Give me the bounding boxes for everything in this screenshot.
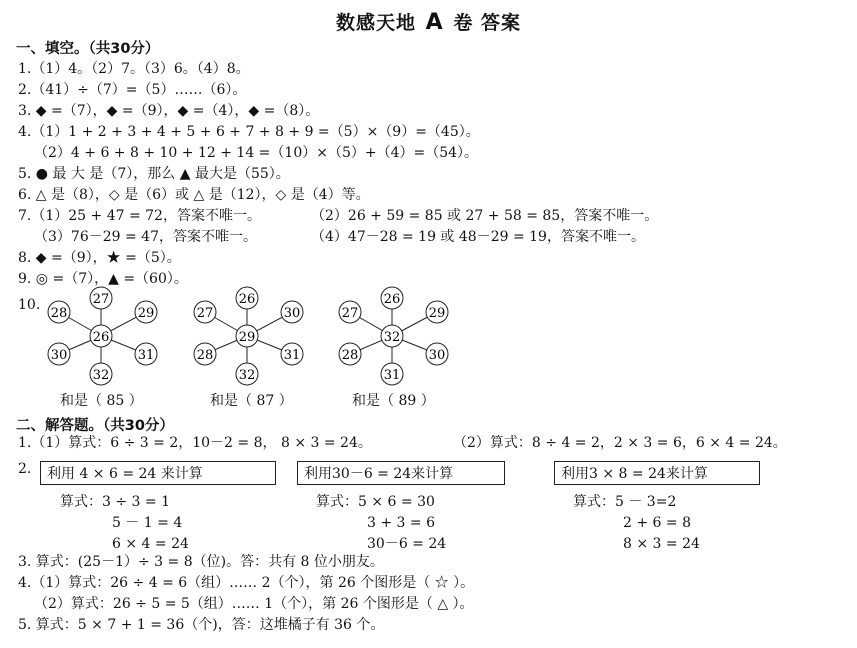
number-label: 30	[428, 348, 446, 363]
s1-line-2: 2.（41）÷（7）=（5）……（6）。	[18, 82, 247, 98]
number-label: 26	[238, 292, 256, 307]
number-circle-top	[236, 287, 258, 309]
number-label: 27	[196, 306, 214, 321]
number-label: 32	[383, 330, 401, 345]
s1-line-4: 4.（1）1 + 2 + 3 + 4 + 5 + 6 + 7 + 8 + 9 =（5）×（9）=（45）。	[18, 124, 480, 140]
s1-line-5: 5. ● 最 大 是（7），那么 ▲ 最大是（55）。	[18, 166, 290, 182]
title-suffix: 卷 答案	[453, 12, 521, 34]
number-label: 28	[50, 306, 68, 321]
number-circle-bottom	[381, 363, 403, 385]
box-2-title: 利用30－6 = 24来计算	[297, 461, 505, 485]
figure-3-sum: 和是（ 89 ）	[352, 393, 435, 409]
section2-heading: 二、解答题。（共30分）	[16, 418, 174, 434]
s1-line-7a: 7.（1）25 + 47 = 72，答案不唯一。	[18, 208, 261, 224]
box-3-title: 利用3 × 8 = 24来计算	[554, 461, 760, 485]
number-circle-upper-right	[426, 301, 448, 323]
number-label: 31	[137, 348, 155, 363]
number-star-figure-2	[182, 290, 312, 382]
s1-line-10: 10.	[18, 297, 41, 313]
page-title	[0, 8, 857, 35]
s1-line-8: 8. ◆ =（9），★ =（5）。	[18, 250, 181, 266]
number-label: 26	[383, 292, 401, 307]
s1-line-9: 9. ◎ =（7），▲ =（60）。	[18, 271, 188, 287]
number-label: 31	[283, 348, 301, 363]
s2-q5: 5. 算式：5 × 7 + 1 = 36（个)，答：这堆橘子有 36 个。	[18, 617, 385, 633]
s2-q3: 3. 算式：(25－1）÷ 3 = 8（位)。答：共有 8 位小朋友。	[18, 554, 384, 570]
number-label: 28	[341, 348, 359, 363]
number-label: 29	[137, 306, 155, 321]
s1-line-4b: （2）4 + 6 + 8 + 10 + 12 + 14 =（10）×（5）+（4）=（54）。	[34, 145, 479, 161]
s1-line-7b: （2）26 + 59 = 85 或 27 + 58 = 85，答案不唯一。	[311, 208, 659, 224]
s2-q1a: 1.（1）算式：6 ÷ 3 = 2，10－2 = 8， 8 × 3 = 24。	[18, 435, 372, 451]
s1-line-6: 6. △ 是（8），◇ 是（6）或 △ 是（12），◇ 是（4）等。	[18, 187, 370, 203]
number-circle-bottom	[236, 363, 258, 385]
section1-heading: 一、填空。（共30分）	[16, 41, 160, 57]
number-circle-center	[381, 325, 403, 347]
number-label: 31	[383, 368, 401, 383]
number-star-figure-3	[327, 290, 457, 382]
s2-q2-number: 2.	[18, 461, 32, 477]
box-1-step-1: 5 － 1 = 4	[112, 515, 183, 531]
title-letter: A	[425, 10, 444, 35]
box-2-step-1: 3 + 3 = 6	[367, 515, 435, 531]
box-3-step-1: 2 + 6 = 8	[623, 515, 691, 531]
number-circle-lower-left	[194, 343, 216, 365]
number-label: 30	[50, 348, 68, 363]
number-circle-lower-left	[48, 343, 70, 365]
s1-line-7c: （3）76－29 = 47，答案不唯一。	[34, 229, 257, 245]
s2-q4a: 4.（1）算式：26 ÷ 4 = 6（组）…… 2（个），第 26 个图形是（ ☆ ）。	[18, 575, 475, 591]
number-circle-top	[381, 287, 403, 309]
number-label: 32	[92, 368, 110, 383]
s2-q1b: （2）算式：8 ÷ 4 = 2，2 × 3 = 6，6 × 4 = 24。	[453, 435, 787, 451]
s2-q4b: （2）算式：26 ÷ 5 = 5（组）…… 1（个），第 26 个图形是（ △ ）。	[34, 596, 474, 612]
number-circle-lower-right	[426, 343, 448, 365]
number-label: 27	[92, 292, 110, 307]
box-2-step-2: 30－6 = 24	[367, 536, 447, 552]
box-1-step-2: 6 × 4 = 24	[112, 536, 189, 552]
number-circle-upper-right	[281, 301, 303, 323]
s1-line-3: 3. ◆ =（7），◆ =（9），◆ =（4），◆ =（8）。	[18, 103, 320, 119]
number-label: 29	[238, 330, 256, 345]
s1-line-1: 1.（1）4。（2）7。（3）6。（4）8。	[18, 61, 250, 77]
number-label: 32	[238, 368, 256, 383]
number-circle-center	[236, 325, 258, 347]
number-label: 30	[283, 306, 301, 321]
number-label: 26	[92, 330, 110, 345]
number-circle-center	[90, 325, 112, 347]
number-circle-lower-right	[135, 343, 157, 365]
number-label: 29	[428, 306, 446, 321]
number-circle-top	[90, 287, 112, 309]
s1-line-7d: （4）47－28 = 19 或 48－29 = 19，答案不唯一。	[311, 229, 645, 245]
box-1-formula: 算式：3 ÷ 3 = 1	[60, 494, 170, 510]
box-3-step-2: 8 × 3 = 24	[623, 536, 700, 552]
figure-1-sum: 和是（ 85 ）	[60, 393, 143, 409]
number-circle-upper-left	[339, 301, 361, 323]
number-star-figure-1	[36, 290, 166, 382]
number-circle-bottom	[90, 363, 112, 385]
number-circle-upper-left	[194, 301, 216, 323]
number-circle-lower-left	[339, 343, 361, 365]
box-3-formula: 算式：5 － 3=2	[573, 494, 677, 510]
number-circle-lower-right	[281, 343, 303, 365]
figure-2-sum: 和是（ 87 ）	[210, 393, 293, 409]
number-label: 27	[341, 306, 359, 321]
number-circle-upper-left	[48, 301, 70, 323]
number-label: 28	[196, 348, 214, 363]
box-2-formula: 算式：5 × 6 = 30	[316, 494, 435, 510]
title-prefix: 数感天地	[336, 12, 417, 34]
number-circle-upper-right	[135, 301, 157, 323]
box-1-title: 利用 4 × 6 = 24 来计算	[40, 461, 276, 485]
